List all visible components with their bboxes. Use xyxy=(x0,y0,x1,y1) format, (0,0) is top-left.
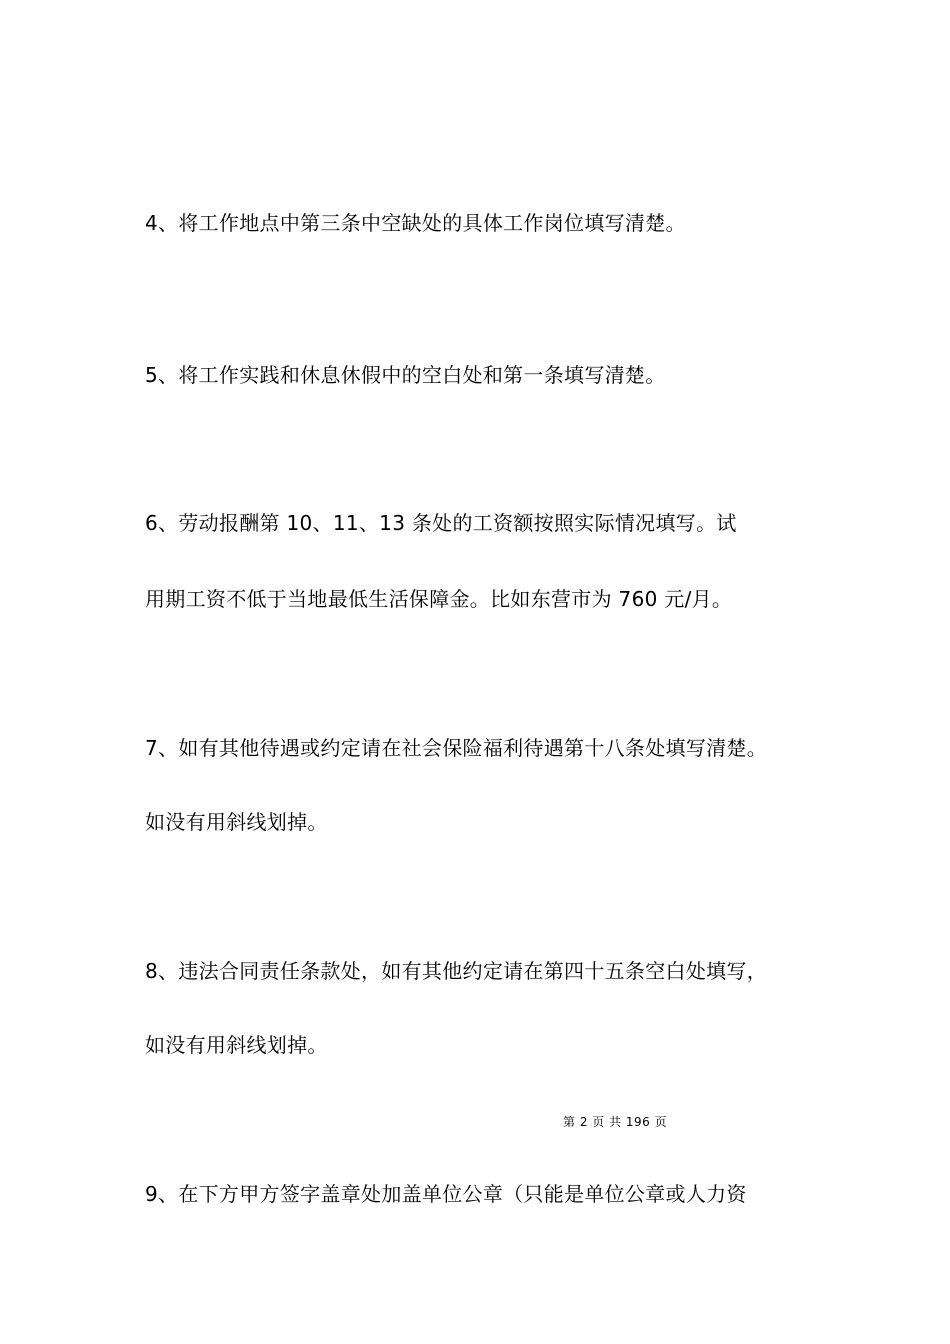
page-footer: 第 2 页 共 196 页 xyxy=(563,1115,668,1129)
item-8-line-2: 如没有用斜线划掉。 xyxy=(145,1033,328,1057)
item-4-line-1: 4、将工作地点中第三条中空缺处的具体工作岗位填写清楚。 xyxy=(145,211,686,235)
item-5-line-1: 5、将工作实践和休息休假中的空白处和第一条填写清楚。 xyxy=(145,363,666,387)
item-6-line-2: 用期工资不低于当地最低生活保障金。比如东营市为 760 元/月。 xyxy=(145,587,733,611)
item-7-line-1: 7、如有其他待遇或约定请在社会保险福利待遇第十八条处填写清楚。 xyxy=(145,736,768,760)
item-6-line-1: 6、劳动报酬第 10、11、13 条处的工资额按照实际情况填写。试 xyxy=(145,511,737,535)
item-9-line-1: 9、在下方甲方签字盖章处加盖单位公章（只能是单位公章或人力资 xyxy=(145,1182,747,1206)
item-8-line-1: 8、违法合同责任条款处，如有其他约定请在第四十五条空白处填写， xyxy=(145,959,768,983)
item-7-line-2: 如没有用斜线划掉。 xyxy=(145,810,328,834)
